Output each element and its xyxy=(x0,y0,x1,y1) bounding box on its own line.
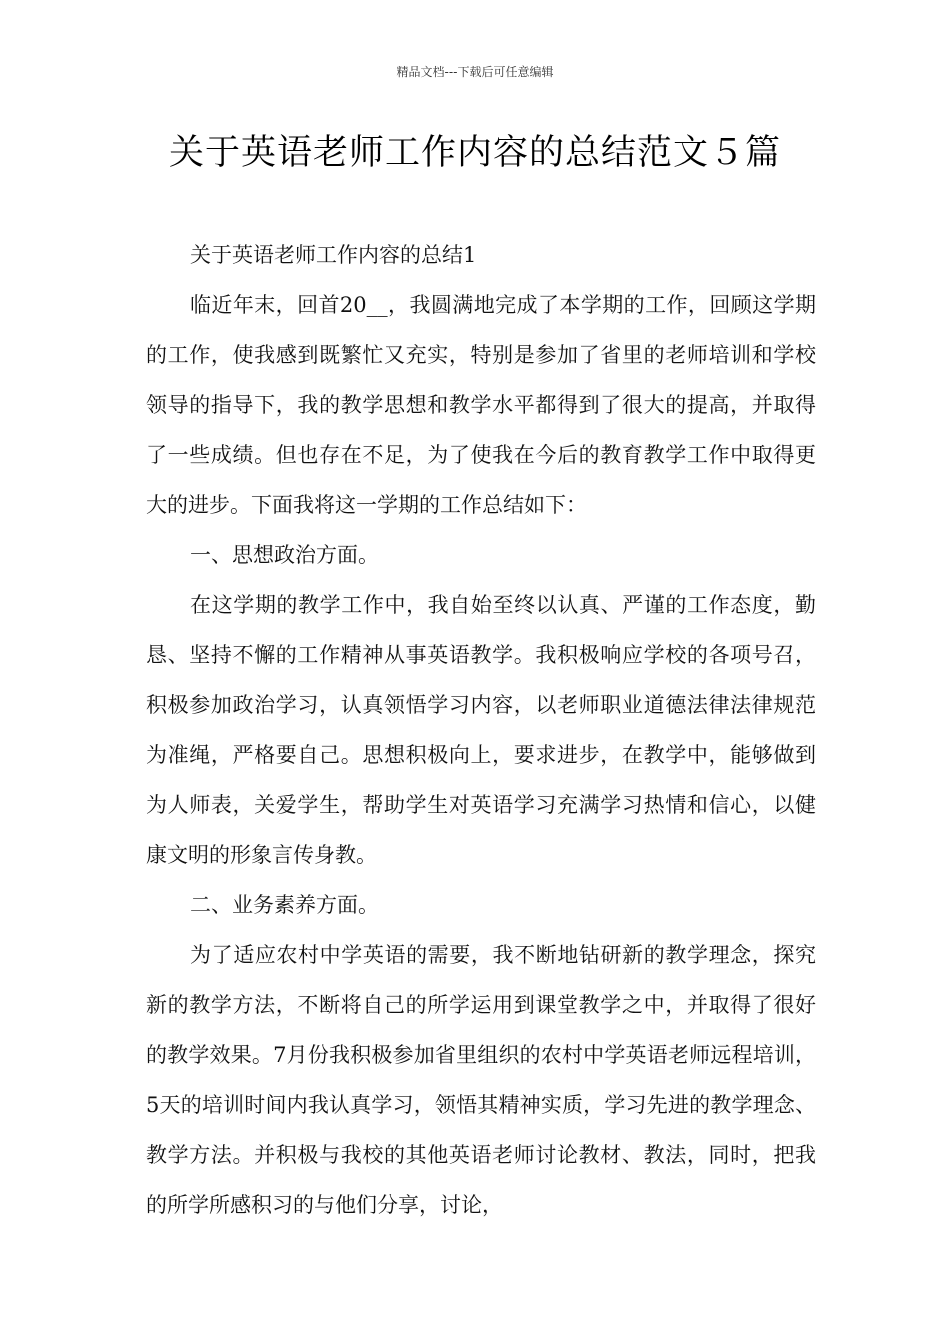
document-title: 关于英语老师工作内容的总结范文５篇 xyxy=(168,133,781,173)
section-heading-professional: 二、业务素养方面。 xyxy=(190,893,379,917)
paragraph-professional: 为了适应农村中学英语的需要，我不断地钻研新的教学理念，探究新的教学方法，不断将自己的所学运用到课堂教学之中，并取得了很好的教学效果。7月份我积极参加省里组织的农村中学英语老师远程培训，5天的培训时间内我认真学习，领悟其精神实质，学习先进的教学理念、教学方法。并积极与我校的其他英语老师讨论教材、教法，同时，把我的所学所感积习的与他们分享，讨论， xyxy=(146,943,816,1217)
section-heading-summary-1: 关于英语老师工作内容的总结1 xyxy=(190,243,477,267)
paragraph-political: 在这学期的教学工作中，我自始至终以认真、严谨的工作态度，勤恳、坚持不懈的工作精神从事英语教学。我积极响应学校的各项号召，积极参加政治学习，认真领悟学习内容，以老师职业道德法律法律规范为准绳，严格要自己。思想积极向上，要求进步，在教学中，能够做到为人师表，关爱学生，帮助学生对英语学习充满学习热情和信心，以健康文明的形象言传身教。 xyxy=(146,593,816,867)
section-heading-political: 一、思想政治方面。 xyxy=(190,543,379,567)
paragraph-intro: 临近年末，回首20__，我圆满地完成了本学期的工作，回顾这学期的工作，使我感到既繁忙又充实，特别是参加了省里的老师培训和学校领导的指导下，我的教学思想和教学水平都得到了很大的提高，并取得了一些成绩。但也存在不足，为了使我在今后的教育教学工作中取得更大的进步。下面我将这一学期的工作总结如下： xyxy=(146,293,816,517)
header-note: 精品文档---下载后可任意编辑 xyxy=(396,65,554,79)
document-body xyxy=(146,230,816,1230)
